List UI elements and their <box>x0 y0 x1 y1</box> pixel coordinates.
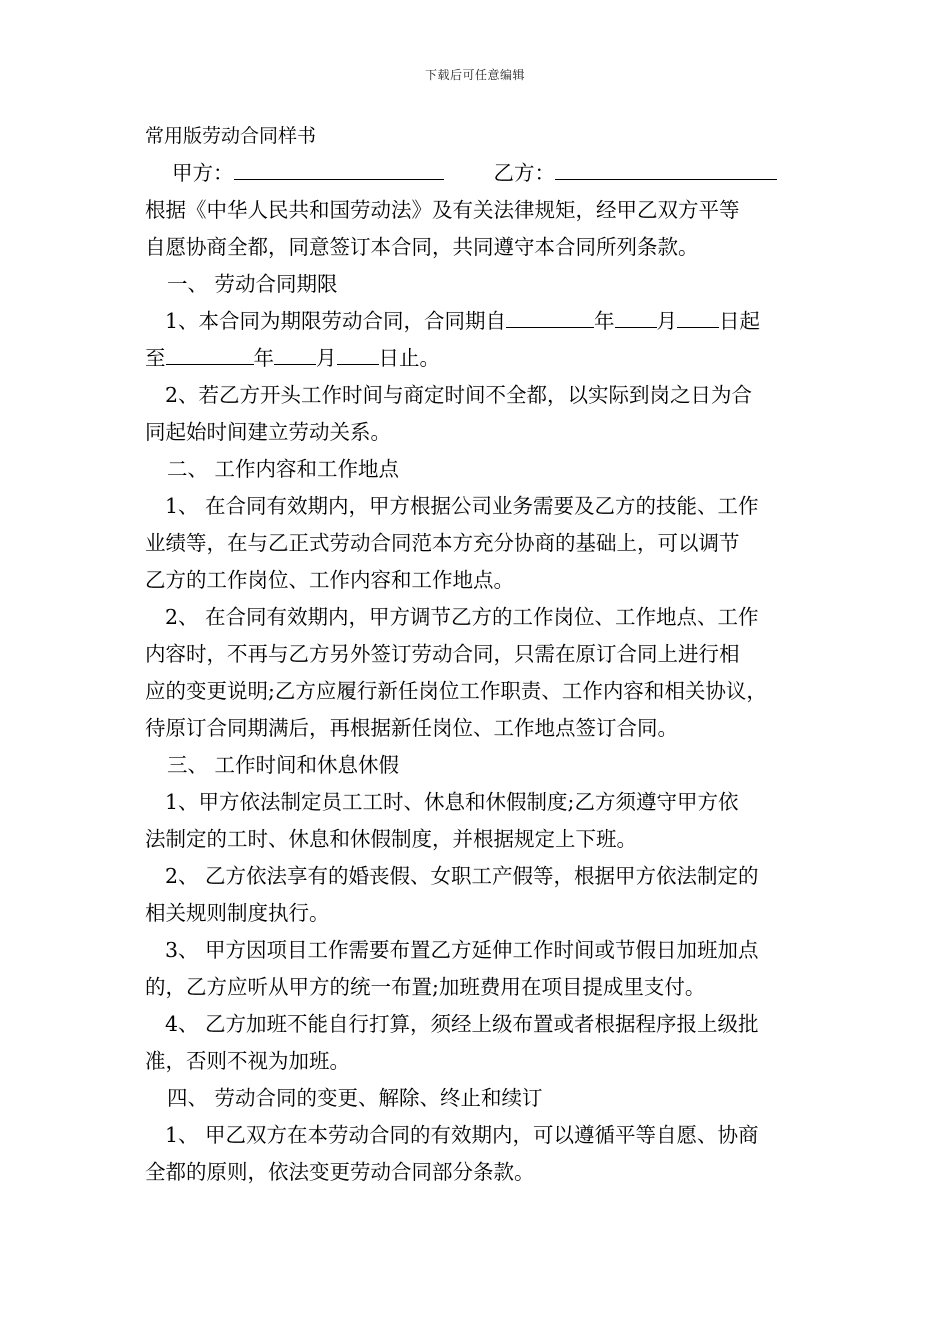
clause-line: 2、若乙方开头工作时间与商定时间不全都，以实际到岗之日为合 <box>165 383 753 407</box>
clause-line: 内容时，不再与乙方另外签订劳动合同，只需在原订合同上进行相 <box>145 642 740 666</box>
end-year-blank <box>166 342 254 365</box>
start-month-blank <box>615 305 657 328</box>
clause-line: 1、 甲乙双方在本劳动合同的有效期内，可以遵循平等自愿、协商 <box>165 1123 759 1147</box>
party-line <box>145 155 817 192</box>
section-heading: 一、 劳动合同期限 <box>167 272 338 296</box>
clause-line: 全都的原则，依法变更劳动合同部分条款。 <box>145 1160 535 1184</box>
clause-line: 相关规则制度执行。 <box>145 901 330 925</box>
end-day-blank <box>337 342 379 365</box>
clause-line: 准，否则不视为加班。 <box>145 1049 350 1073</box>
clause-line: 乙方的工作岗位、工作内容和工作地点。 <box>145 568 514 592</box>
party-a-label: 甲方： <box>172 161 234 185</box>
section-heading: 四、 劳动合同的变更、解除、终止和续订 <box>167 1086 543 1110</box>
contract-body <box>145 118 817 1191</box>
clause-line: 4、 乙方加班不能自行打算，须经上级布置或者根据程序报上级批 <box>165 1012 759 1036</box>
preamble-line: 自愿协商全都，同意签订本合同，共同遵守本合同所列条款。 <box>145 235 699 259</box>
clause-line: 待原订合同期满后，再根据新任岗位、工作地点签订合同。 <box>145 716 678 740</box>
section-heading: 三、 工作时间和休息休假 <box>167 753 400 777</box>
start-year-blank <box>506 305 594 328</box>
preamble-line: 根据《中华人民共和国劳动法》及有关法律规矩，经甲乙双方平等 <box>145 198 740 222</box>
clause-line: 1、 在合同有效期内，甲方根据公司业务需要及乙方的技能、工作 <box>165 494 759 518</box>
clause-line: 业绩等，在与乙正式劳动合同范本方充分协商的基础上，可以调节 <box>145 531 740 555</box>
clause-line: 2、 在合同有效期内，甲方调节乙方的工作岗位、工作地点、工作 <box>165 605 759 629</box>
clause-line: 3、 甲方因项目工作需要布置乙方延伸工作时间或节假日加班加点 <box>165 938 759 962</box>
document-title: 常用版劳动合同样书 <box>145 125 317 147</box>
section-heading: 二、 工作内容和工作地点 <box>167 457 400 481</box>
page-header: 下载后可任意编辑 <box>424 68 525 82</box>
clause-line: 应的变更说明;乙方应履行新任岗位工作职责、工作内容和相关协议， <box>145 679 767 703</box>
clause-line: 法制定的工时、休息和休假制度，并根据规定上下班。 <box>145 827 637 851</box>
term-period-line: 1、本合同为期限劳动合同，合同期自 年 月 日起 <box>145 303 817 340</box>
clause-line: 的，乙方应听从甲方的统一布置;加班费用在项目提成里支付。 <box>145 975 706 999</box>
party-b-label: 乙方： <box>493 161 555 185</box>
clause-line: 1、甲方依法制定员工工时、休息和休假制度;乙方须遵守甲方依 <box>165 790 739 814</box>
party-b-blank <box>555 157 777 180</box>
end-month-blank <box>274 342 316 365</box>
clause-line: 同起始时间建立劳动关系。 <box>145 420 391 444</box>
start-day-blank <box>677 305 719 328</box>
term-period-line: 至 年 月 日止。 <box>145 340 817 377</box>
clause-line: 2、 乙方依法享有的婚丧假、女职工产假等，根据甲方依法制定的 <box>165 864 759 888</box>
party-a-blank <box>234 157 444 180</box>
